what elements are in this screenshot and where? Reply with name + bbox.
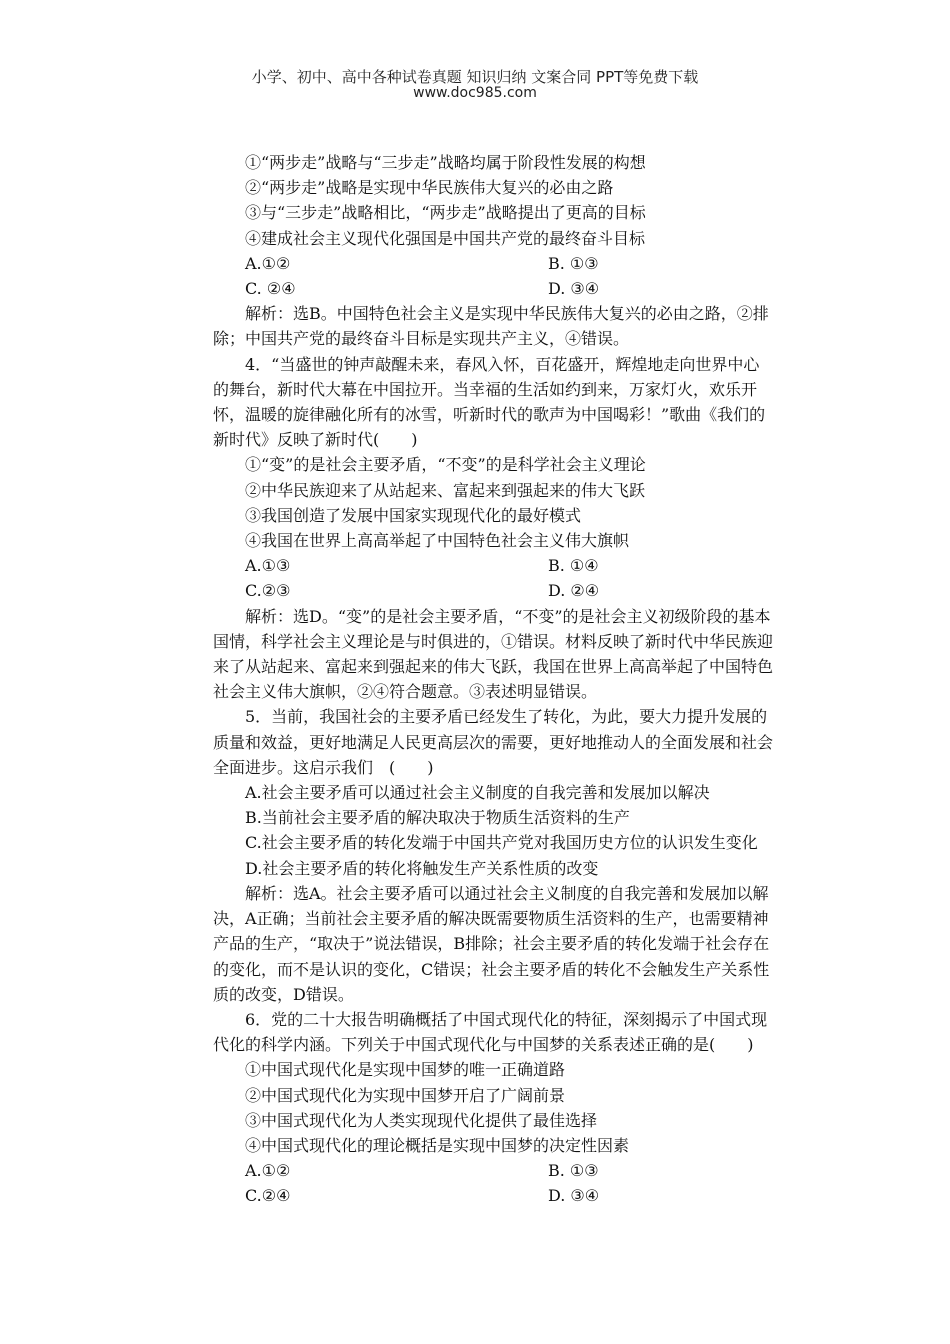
q3-item-2: ②“两步走”战略是实现中华民族伟大复兴的必由之路 [245,178,614,198]
document-body [213,150,773,1209]
q3-choice-c: C. ②④ [245,279,296,299]
q6-item-2: ②中国式现代化为实现中国梦开启了广阔前景 [245,1085,566,1105]
q4-choices-row-1 [213,553,773,578]
site-header-title: 小学、初中、高中各种试卷真题 知识归纳 文案合同 PPT等免费下载 [251,68,699,86]
q6-choice-a: A.①② [245,1161,291,1181]
q3-choices-row-1 [213,251,773,276]
q4-item-4: ④我国在世界上高高举起了中国特色社会主义伟大旗帜 [245,531,630,551]
q4-item-3: ③我国创造了发展中国家实现现代化的最好模式 [245,505,582,525]
q3-choice-b: B. ①③ [548,253,599,273]
q6-choice-d: D. ③④ [548,1186,600,1206]
q4-stem: 4．“当盛世的钟声敲醒未来，春风入怀，百花盛开，辉煌地走向世界中心的舞台，新时代大幕在中国拉开。当幸福的生活如约到来，万家灯火，欢乐开怀，温暖的旋律融化所有的冰雪，听新时代的歌声为中国喝彩！”歌曲《我们的新时代》反映了新时代( ) [213,354,766,450]
site-header-url: www.doc985.com [413,85,537,101]
q6-choices-row-2 [213,1183,773,1208]
q4-item-1: ①“变”的是社会主要矛盾，“不变”的是科学社会主义理论 [245,455,646,475]
q4-choice-d: D. ②④ [548,581,600,601]
q4-choice-c: C.②③ [245,581,291,601]
q4-choices-row-2 [213,578,773,603]
q4-analysis: 解析：选D。“变”的是社会主要矛盾，“不变”的是社会主义初级阶段的基本国情，科学社会主义理论是与时俱进的，①错误。材料反映了新时代中华民族迎来了从站起来、富起来到强起来的伟大飞跃，我国在世界上高高举起了中国特色社会主义伟大旗帜，②④符合题意。③表述明显错误。 [213,606,774,702]
q3-analysis: 解析：选B。中国特色社会主义是实现中华民族伟大复兴的必由之路，②排除；中国共产党的最终奋斗目标是实现共产主义，④错误。 [213,304,769,349]
q6-item-1: ①中国式现代化是实现中国梦的唯一正确道路 [245,1060,566,1080]
q6-item-4: ④中国式现代化的理论概括是实现中国梦的决定性因素 [245,1135,630,1155]
q4-item-2: ②中华民族迎来了从站起来、富起来到强起来的伟大飞跃 [245,480,646,500]
q5-stem: 5．当前，我国社会的主要矛盾已经发生了转化，为此，要大力提升发展的质量和效益，更好地满足人民更高层次的需要，更好地推动人的全面发展和社会全面进步。这启示我们 ( ) [213,707,774,777]
q5-option-c: C.社会主要矛盾的转化发端于中国共产党对我国历史方位的认识发生变化 [245,833,758,853]
q6-choice-c: C.②④ [245,1186,291,1206]
q6-item-3: ③中国式现代化为人类实现现代化提供了最佳选择 [245,1110,598,1130]
q6-stem: 6．党的二十大报告明确概括了中国式现代化的特征，深刻揭示了中国式现代化的科学内涵。下列关于中国式现代化与中国梦的关系表述正确的是( ) [213,1009,768,1055]
q3-item-3: ③与“三步走”战略相比，“两步走”战略提出了更高的目标 [245,203,646,223]
q5-analysis: 解析：选A。社会主要矛盾可以通过社会主义制度的自我完善和发展加以解决，A正确；当前社会主要矛盾的解决既需要物质生活资料的生产，也需要精神产品的生产，“取决于”说法错误，B排除；社会主要矛盾的转化发端于社会存在的变化，而不是认识的变化，C错误；社会主要矛盾的转化不会触发生产关系性质的改变，D错误。 [213,883,770,1004]
q5-option-d: D.社会主要矛盾的转化将触发生产关系性质的改变 [245,858,599,878]
q4-choice-b: B. ①④ [548,556,599,576]
q3-item-1: ①“两步走”战略与“三步走”战略均属于阶段性发展的构想 [245,153,646,172]
q5-option-b: B.当前社会主要矛盾的解决取决于物质生活资料的生产 [245,808,630,828]
q3-choice-a: A.①② [245,253,291,273]
q3-choice-d: D. ③④ [548,279,600,299]
q6-choices-row-1 [213,1158,773,1183]
q5-option-a: A.社会主要矛盾可以通过社会主义制度的自我完善和发展加以解决 [245,783,710,803]
q6-choice-b: B. ①③ [548,1161,599,1181]
q3-item-4: ④建成社会主义现代化强国是中国共产党的最终奋斗目标 [245,228,646,248]
q4-choice-a: A.①③ [245,556,291,576]
q3-choices-row-2 [213,276,773,301]
